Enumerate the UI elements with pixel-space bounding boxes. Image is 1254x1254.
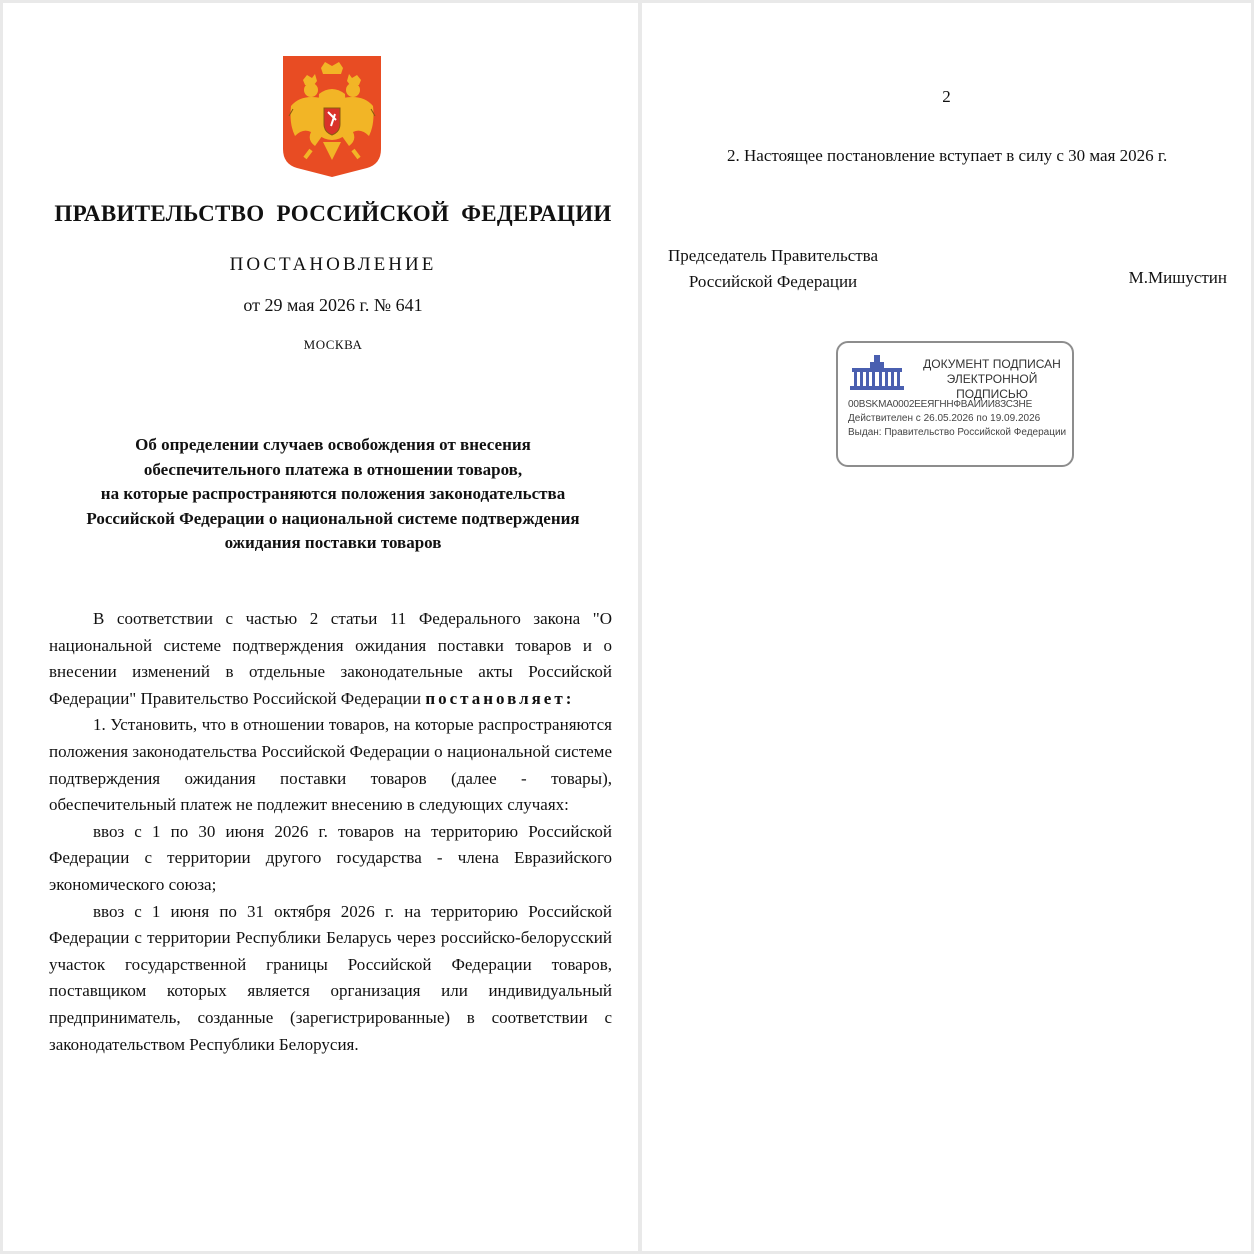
heading-line: ожидания поставки товаров: [224, 533, 442, 552]
document-heading: [48, 433, 618, 556]
signer-title-line: Российской Федерации: [688, 272, 858, 291]
document-page-1: [3, 3, 638, 1251]
preamble-paragraph: [49, 606, 612, 712]
case-1: ввоз с 1 по 30 июня 2026 г. товаров на территорию Российской Федерации с территории другого государства - члена Евразийского экономического союза;: [49, 821, 612, 894]
page-number: 2: [942, 87, 951, 106]
signer-title-line: Председатель Правительства: [668, 246, 879, 265]
document-city: МОСКВА: [303, 337, 363, 352]
document-date-number: от 29 мая 2026 г. № 641: [243, 295, 423, 315]
electronic-signature-stamp: [836, 341, 1074, 467]
heading-line: на которые распространяются положения законодательства: [100, 484, 566, 503]
document-body: [49, 606, 612, 1058]
heading-line: Российской Федерации о национальной системе подтверждения: [86, 508, 580, 528]
clause-2: 2. Настоящее постановление вступает в силу с 30 мая 2026 г.: [727, 146, 1168, 165]
government-building-icon: [848, 353, 906, 393]
certificate-validity: Действителен с 26.05.2026 по 19.09.2026: [848, 413, 1041, 424]
stamp-details: [848, 398, 1070, 440]
signer-title: [668, 243, 878, 295]
stamp-title-line: ЭЛЕКТРОННОЙ ПОДПИСЬЮ: [946, 372, 1038, 401]
heading-line: Об определении случаев освобождения от внесения: [135, 435, 531, 454]
signer-name: М.Мишустин: [1128, 268, 1227, 287]
stamp-title-line: ДОКУМЕНТ ПОДПИСАН: [923, 357, 1061, 371]
stamp-title: [912, 357, 1072, 402]
decrees-word: постановляет:: [425, 688, 575, 708]
clause-1: 1. Установить, что в отношении товаров, на которые распространяются положения законодательства Российской Федерации о национальной системе подтверждения ожидания поставки товаров (далее - товары), обеспечительный платеж не подлежит внесению в следующих случаях:: [49, 715, 612, 815]
document-type: ПОСТАНОВЛЕНИЕ: [229, 254, 437, 275]
preamble-text: В соответствии с частью 2 статьи 11 Федерального закона "О национальной системе подтверждения ожидания поставки товаров и о внесении изменений в отдельные законодательные акты Российской Федерации" Правительство Российской Федерации: [49, 609, 612, 708]
certificate-number: 00BSKMA0002EEЯГННФBAИИИ8ЗСЗНЕ: [848, 399, 1033, 410]
document-page-2: [642, 3, 1251, 1251]
certificate-issuer: Выдан: Правительство Российской Федерации: [848, 427, 1067, 438]
case-2: ввоз с 1 июня по 31 октября 2026 г. на территорию Российской Федерации с территории Республики Беларусь через российско-белорусский участок государственной границы Российской Федерации товаров, поставщиком которых является организация или индивидуальный предприниматель, созданные (зарегистрированные) в соответствии с законодательством Республики Белорусия.: [49, 901, 612, 1054]
government-title: ПРАВИТЕЛЬСТВО РОССИЙСКОЙ ФЕДЕРАЦИИ: [54, 201, 612, 226]
coat-of-arms-emblem: [281, 54, 383, 179]
heading-line: обеспечительного платежа в отношении товаров,: [143, 459, 523, 479]
